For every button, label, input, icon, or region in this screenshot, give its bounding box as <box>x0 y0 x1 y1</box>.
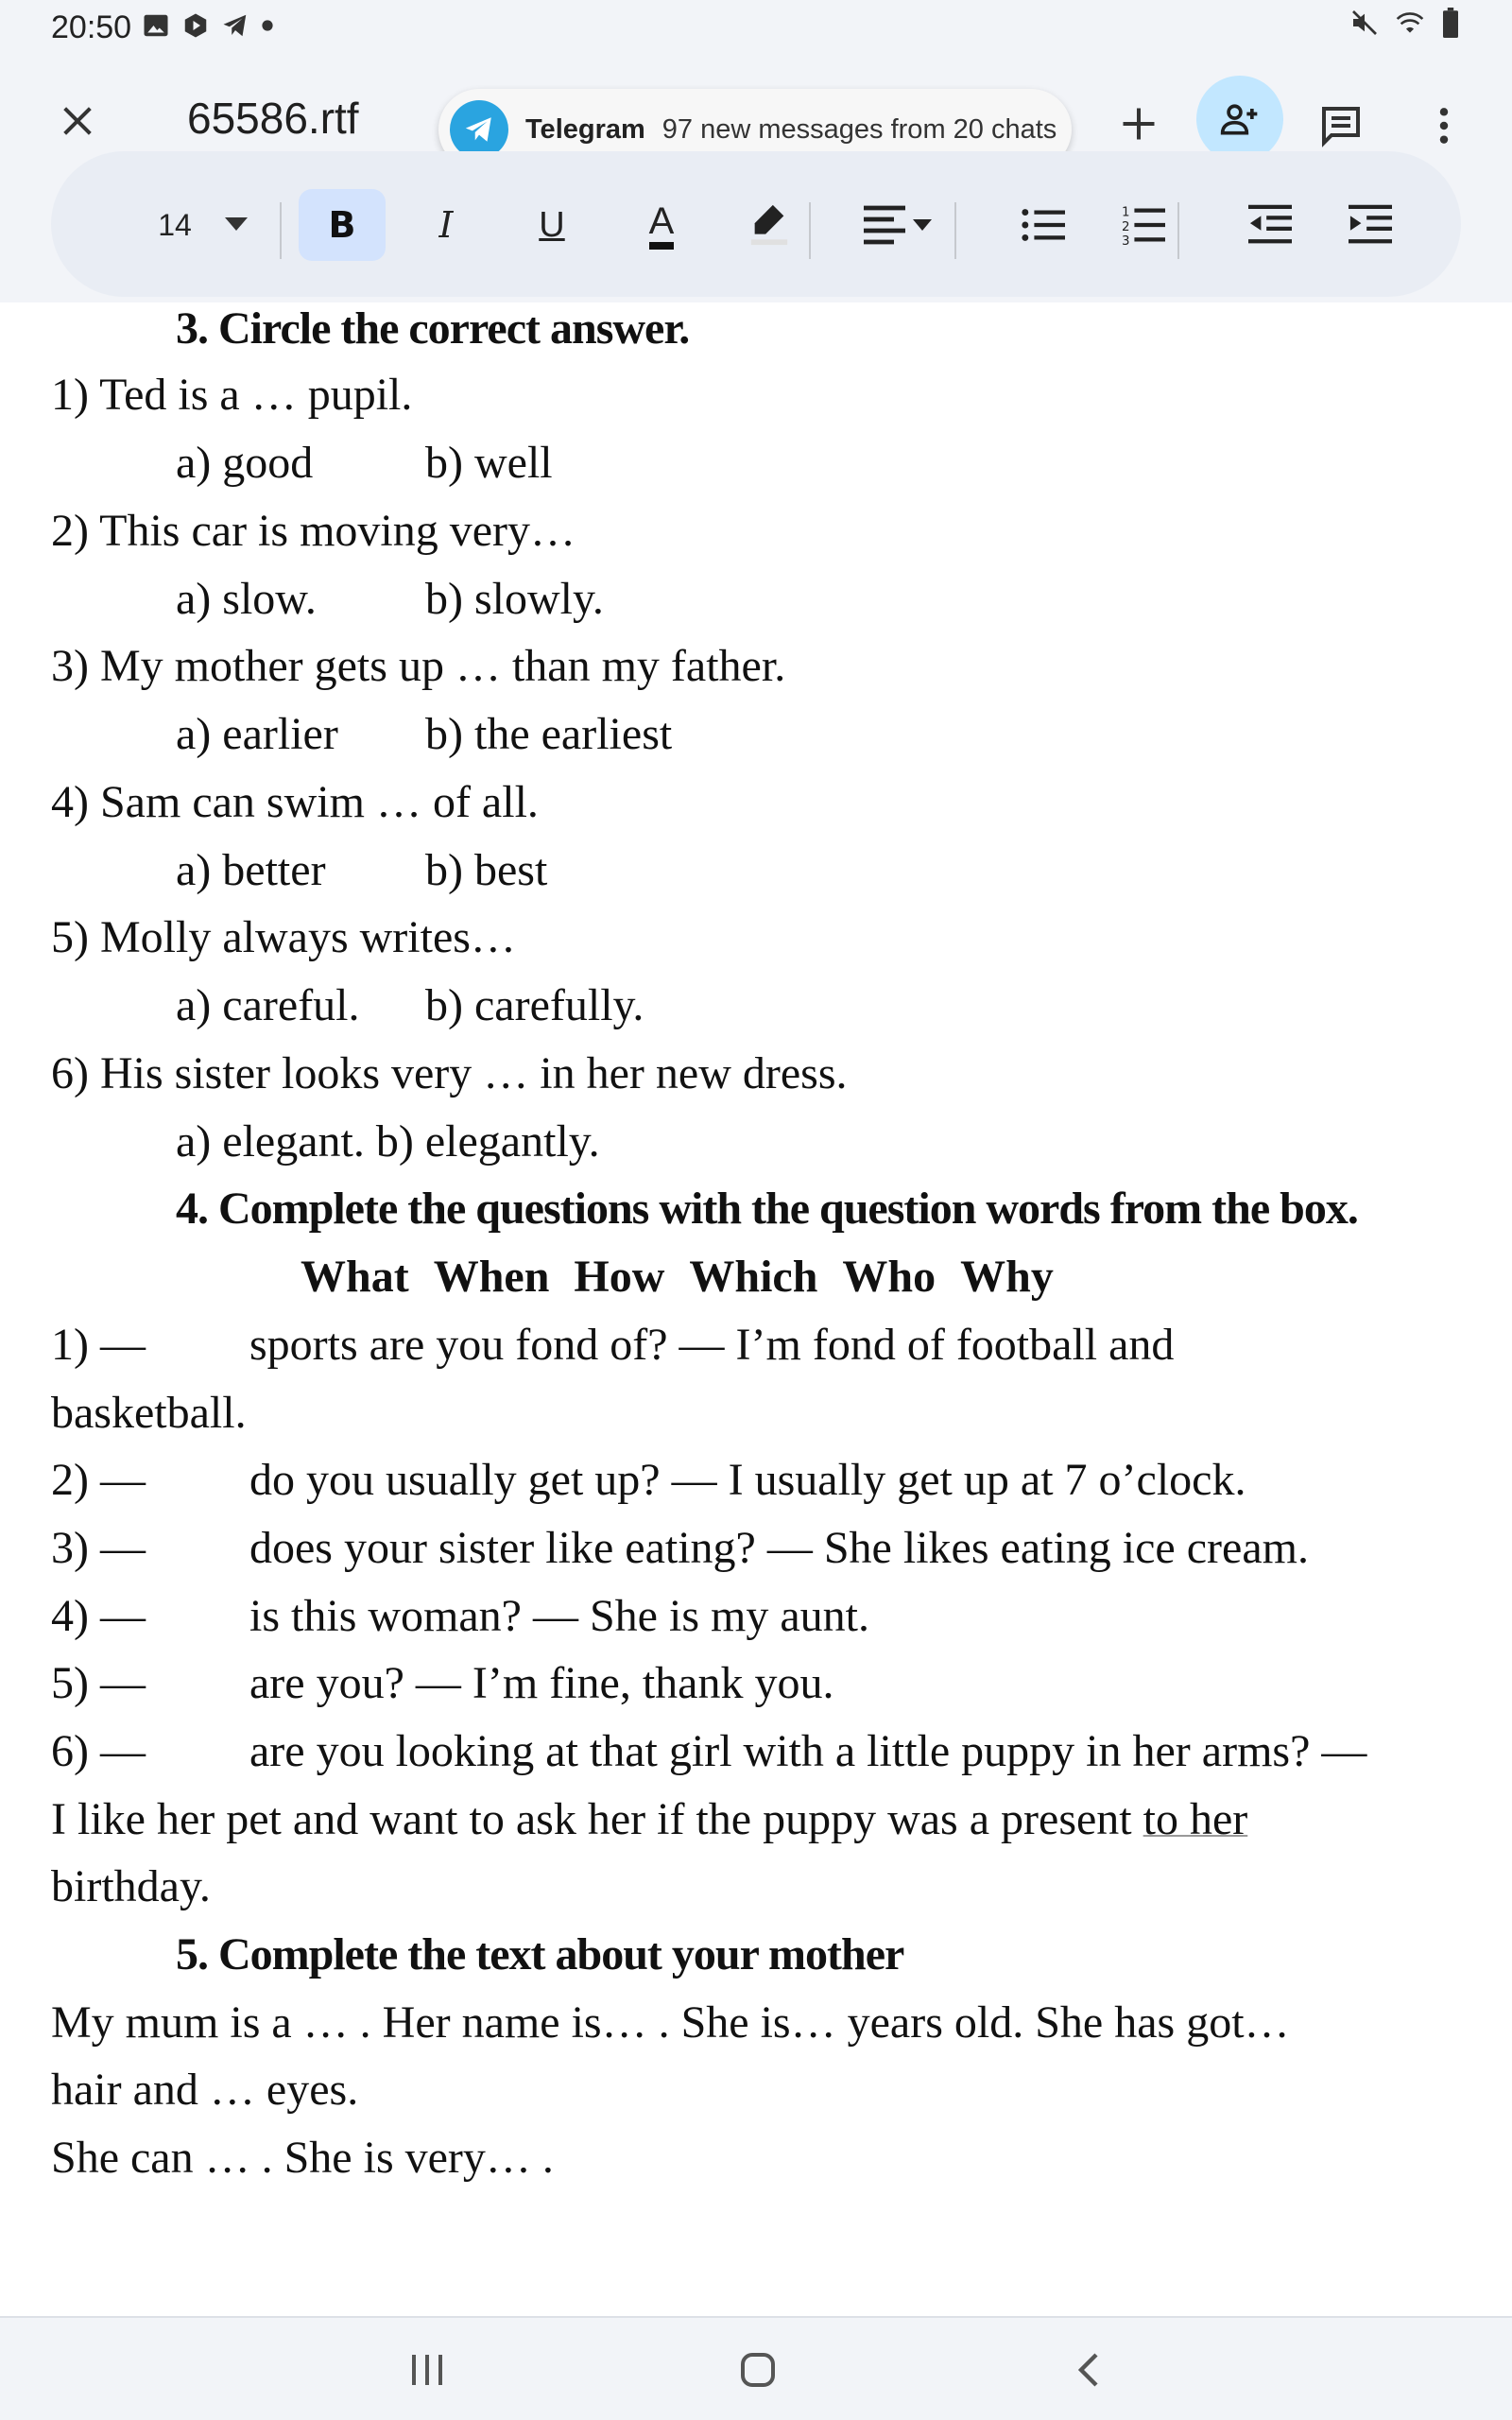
section4-heading: 4. Complete the questions with the question words from the box. <box>176 1184 1358 1234</box>
paragraph-line: She can … . She is very… . <box>51 2133 554 2183</box>
paragraph-line: My mum is a … . Her name is… . She is… years old. She has got… <box>51 1997 1290 2048</box>
telegram-icon <box>221 11 249 40</box>
align-left-icon <box>863 204 933 246</box>
italic-label: I <box>438 204 454 246</box>
toolbar-divider <box>1177 202 1179 259</box>
formatting-toolbar <box>51 151 1461 297</box>
close-button[interactable] <box>47 91 108 151</box>
document-body[interactable] <box>0 302 1512 2316</box>
option-4b: b) best <box>425 845 548 895</box>
indent-icon <box>1349 204 1392 246</box>
text-color-label: A <box>649 200 675 250</box>
item-text: do you usually get up? — I usually get up at 7 o’clock. <box>249 1455 1246 1505</box>
comments-button[interactable] <box>1308 93 1374 159</box>
document-title: 65586.rtf <box>187 94 359 143</box>
item-number: 1) — <box>51 1320 146 1370</box>
back-icon <box>1074 2351 1103 2389</box>
share-button[interactable] <box>1196 76 1283 163</box>
section3-heading: 3. Circle the correct answer. <box>176 303 690 354</box>
bulleted-list-button[interactable] <box>1005 189 1081 261</box>
outdent-icon <box>1248 204 1292 246</box>
options-6: a) elegant. b) elegantly. <box>176 1116 600 1167</box>
svg-text:3: 3 <box>1122 234 1130 247</box>
item-number: 2) — <box>51 1455 146 1505</box>
box-word: What <box>301 1252 409 1302</box>
font-size-dropdown[interactable] <box>208 189 265 261</box>
question-1: 1) Ted is a … pupil. <box>51 370 413 420</box>
text-color-button[interactable] <box>624 189 699 261</box>
item-number: 3) — <box>51 1523 146 1573</box>
option-2a: a) slow. <box>176 574 317 624</box>
item-text: does your sister like eating? — She likes eating ice cream. <box>249 1523 1309 1573</box>
increase-indent-button[interactable] <box>1332 189 1408 261</box>
option-4a: a) better <box>176 845 326 895</box>
plus-icon <box>1118 103 1160 145</box>
gallery-icon <box>142 11 170 40</box>
item-text: is this woman? — She is my aunt. <box>249 1591 869 1641</box>
home-icon <box>739 2351 777 2389</box>
more-options-button[interactable] <box>1418 93 1470 159</box>
box-word: Which <box>689 1252 818 1302</box>
option-1a: a) good <box>176 438 314 488</box>
status-right-icons <box>1349 8 1461 38</box>
status-left-icons <box>142 11 274 40</box>
item-number: 6) — <box>51 1726 146 1776</box>
box-word: When <box>433 1252 550 1302</box>
mute-icon <box>1349 8 1380 38</box>
option-3a: a) earlier <box>176 709 338 759</box>
close-icon <box>59 102 96 140</box>
media-icon <box>181 11 210 40</box>
italic-button[interactable] <box>408 189 484 261</box>
recents-button[interactable] <box>389 2339 465 2401</box>
notification-app-name: Telegram <box>525 113 645 145</box>
underlined-text: to her <box>1143 1794 1248 1844</box>
bulleted-list-icon <box>1022 206 1065 244</box>
continuation-text: I like her pet and want to ask her if the puppy was a present <box>51 1794 1143 1844</box>
recents-icon <box>408 2353 446 2387</box>
item-number: 4) — <box>51 1591 146 1641</box>
more-vert-icon <box>1437 105 1451 147</box>
option-5a: a) careful. <box>176 980 360 1030</box>
wifi-icon <box>1393 8 1427 38</box>
question-words-box <box>301 1251 1078 1303</box>
add-person-icon <box>1219 98 1261 140</box>
box-word: How <box>574 1252 665 1302</box>
status-bar <box>0 0 1512 53</box>
bold-label: B <box>328 204 356 246</box>
underline-label: U <box>539 204 565 245</box>
section5-heading: 5. Complete the text about your mother <box>176 1929 904 1979</box>
question-3: 3) My mother gets up … than my father. <box>51 641 786 691</box>
numbered-list-icon <box>1122 203 1165 247</box>
item-text: sports are you fond of? — I’m fond of football and <box>249 1320 1175 1370</box>
question-4: 4) Sam can swim … of all. <box>51 777 539 827</box>
option-1b: b) well <box>425 438 553 488</box>
box-word: Why <box>960 1252 1054 1302</box>
dot-icon <box>261 19 274 32</box>
dropdown-arrow-icon <box>225 217 248 233</box>
notification-message: 97 new messages from 20 chats <box>662 113 1057 145</box>
bold-button[interactable] <box>299 189 386 261</box>
item-text: are you looking at that girl with a little puppy in her arms? — <box>249 1726 1367 1776</box>
question-6: 6) His sister looks very … in her new dress. <box>51 1048 848 1098</box>
navigation-bar <box>0 2316 1512 2420</box>
comment-icon <box>1318 103 1364 148</box>
item-continuation: birthday. <box>51 1861 211 1911</box>
status-time: 20:50 <box>51 9 132 45</box>
item-continuation <box>51 1793 1247 1845</box>
toolbar-divider <box>809 202 811 259</box>
font-size-value[interactable]: 14 <box>158 207 192 242</box>
battery-icon <box>1440 8 1461 38</box>
item-number: 5) — <box>51 1658 146 1708</box>
question-5: 5) Molly always writes… <box>51 912 516 962</box>
question-2: 2) This car is moving very… <box>51 506 576 556</box>
box-word: Who <box>842 1252 936 1302</box>
home-button[interactable] <box>720 2339 796 2401</box>
toolbar-divider <box>280 202 282 259</box>
highlight-button[interactable] <box>731 189 807 261</box>
align-button[interactable] <box>850 189 945 261</box>
add-button[interactable] <box>1106 91 1172 157</box>
decrease-indent-button[interactable] <box>1232 189 1308 261</box>
numbered-list-button[interactable] <box>1106 189 1181 261</box>
underline-button[interactable] <box>514 189 590 261</box>
option-5b: b) carefully. <box>425 980 644 1030</box>
option-2b: b) slowly. <box>425 574 604 624</box>
svg-text:1: 1 <box>1122 205 1130 220</box>
paragraph-line: hair and … eyes. <box>51 2065 359 2115</box>
svg-text:2: 2 <box>1122 219 1130 234</box>
option-3b: b) the earliest <box>425 709 673 759</box>
item-text: are you? — I’m fine, thank you. <box>249 1658 834 1708</box>
toolbar-divider <box>954 202 956 259</box>
telegram-logo-icon <box>450 100 508 159</box>
item-continuation: basketball. <box>51 1388 247 1438</box>
back-button[interactable] <box>1051 2339 1126 2401</box>
highlighter-icon <box>747 201 791 249</box>
